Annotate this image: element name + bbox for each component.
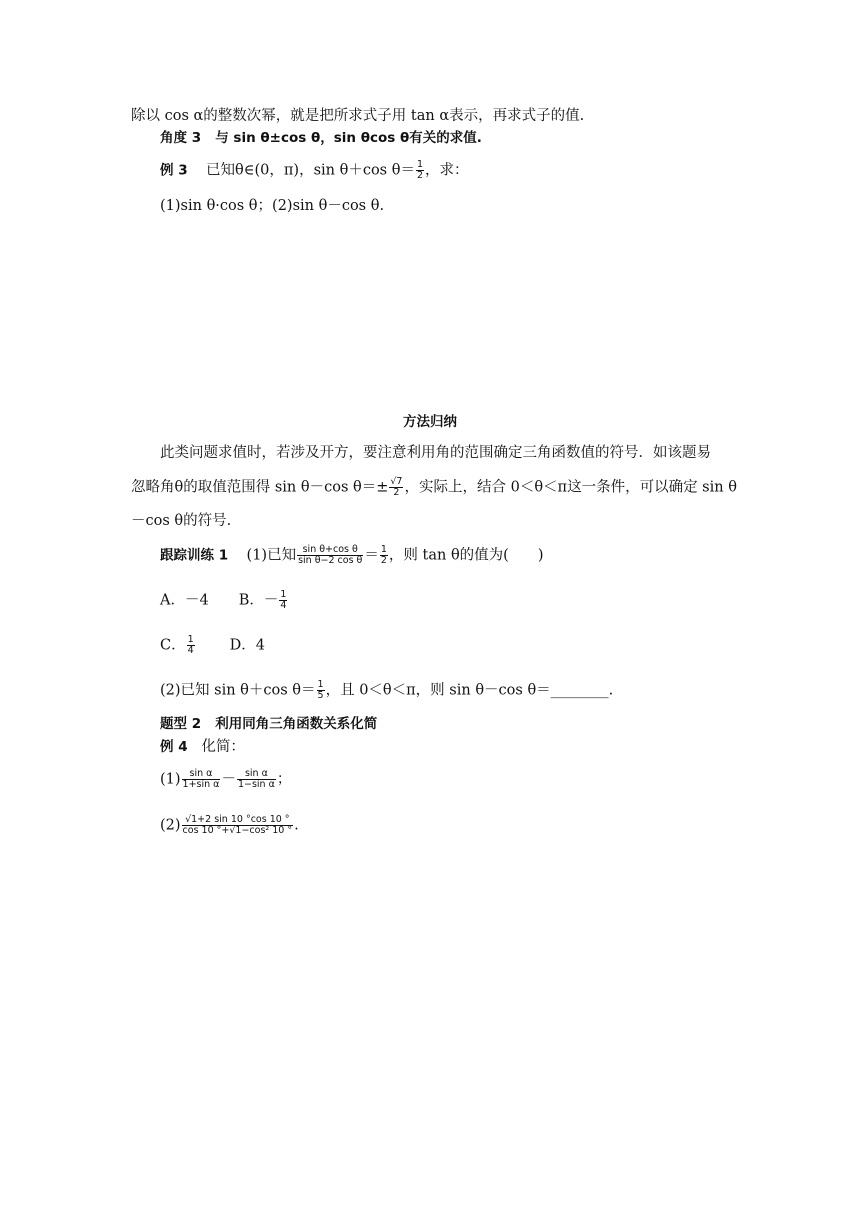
example-3-post: ，求： xyxy=(425,162,469,179)
q1-pre: (1)已知 xyxy=(246,547,297,564)
q2-fraction xyxy=(317,680,325,701)
example-4-text: 化简： xyxy=(201,739,245,755)
q1-fraction-2 xyxy=(380,545,388,566)
option-c-pre: C． xyxy=(160,637,186,654)
example-4-expression-1 xyxy=(160,769,291,790)
option-d: D．4 xyxy=(229,637,266,654)
angle-3-text: 与 sin θ±cos θ，sin θcos θ有关的求值. xyxy=(215,130,482,146)
option-a: A．－4 xyxy=(160,592,209,609)
e1-minus: － xyxy=(221,771,236,788)
example-4-label: 例 4 xyxy=(160,739,188,755)
fraction-denominator: cos 10 °+√1−cos² 10 ° xyxy=(182,825,293,836)
track-1-question-2 xyxy=(160,680,613,701)
e2-post: . xyxy=(294,817,299,834)
options-a-b xyxy=(160,590,288,611)
fraction-numerator: sin α xyxy=(182,769,221,780)
q1-mid: ＝ xyxy=(364,547,379,564)
options-c-d xyxy=(160,635,265,656)
fraction-denominator: 2 xyxy=(416,170,423,181)
method-line-2-post: ，实际上，结合 0＜θ＜π这一条件，可以确定 sin θ xyxy=(404,479,737,496)
method-line-3: －cos θ的符号. xyxy=(131,513,232,529)
paragraph-intro: 除以 cos α的整数次幂，就是把所求式子用 tan α表示，再求式子的值. xyxy=(131,108,585,124)
fraction-numerator: 1 xyxy=(317,679,324,690)
q1-fraction xyxy=(297,545,363,566)
fraction-denominator: 4 xyxy=(187,645,194,656)
type-2-heading xyxy=(160,714,377,734)
fraction-numerator: sin α xyxy=(237,769,276,780)
fraction-numerator: 1 xyxy=(380,544,387,555)
q2-pre: (2)已知 sin θ＋cos θ＝ xyxy=(160,682,316,699)
option-b-fraction xyxy=(279,590,287,611)
fraction-denominator: 1−sin α xyxy=(237,779,275,790)
option-b-pre: B．－ xyxy=(238,592,279,609)
fraction-numerator: √7 xyxy=(390,476,403,487)
fraction-denominator: 4 xyxy=(280,600,287,611)
example-3 xyxy=(160,160,469,181)
fraction-numerator: √1+2 sin 10 °cos 10 ° xyxy=(182,815,294,826)
e2-pre: (2) xyxy=(160,817,181,834)
fraction-numerator: 1 xyxy=(416,159,423,170)
e1-post: ； xyxy=(276,771,292,788)
e1-pre: (1) xyxy=(160,771,181,788)
angle-3-label: 角度 3 xyxy=(160,130,202,146)
fraction-numerator: sin θ+cos θ xyxy=(297,545,363,556)
q1-post: ，则 tan θ的值为( ) xyxy=(388,547,544,564)
method-fraction xyxy=(389,477,403,498)
fraction-denominator: 1+sin α xyxy=(182,779,220,790)
fraction-denominator: sin θ−2 cos θ xyxy=(298,555,363,566)
angle-3-heading xyxy=(160,128,482,148)
example-4 xyxy=(160,737,245,757)
type-2-label: 题型 2 xyxy=(160,716,202,732)
fraction-denominator: 2 xyxy=(380,555,387,566)
fraction-denominator: 2 xyxy=(393,487,400,498)
type-2-text: 利用同角三角函数关系化简 xyxy=(215,716,378,732)
fraction-numerator: 1 xyxy=(280,589,287,600)
example-3-fraction xyxy=(416,160,424,181)
example-4-expression-2 xyxy=(160,815,299,836)
fraction-denominator: 5 xyxy=(317,690,324,701)
track-1-label: 跟踪训练 1 xyxy=(160,547,229,564)
method-line-2-pre: 忽略角θ的取值范围得 sin θ－cos θ＝± xyxy=(131,479,389,496)
e1-fraction-2 xyxy=(237,769,276,790)
e2-fraction xyxy=(182,815,294,836)
example-3-parts: (1)sin θ·cos θ；(2)sin θ－cos θ. xyxy=(160,198,385,214)
method-line-1: 此类问题求值时，若涉及开方，要注意利用角的范围确定三角函数值的符号．如该题易 xyxy=(160,445,711,461)
method-title: 方法归纳 xyxy=(403,414,457,430)
option-c-fraction xyxy=(187,635,195,656)
example-3-label: 例 3 xyxy=(160,162,188,179)
example-3-pre: 已知θ∈(0，π)，sin θ＋cos θ＝ xyxy=(206,162,415,179)
fraction-numerator: 1 xyxy=(187,634,194,645)
e1-fraction-1 xyxy=(182,769,221,790)
method-line-2 xyxy=(131,477,737,498)
q2-post: ，且 0＜θ＜π，则 sin θ－cos θ＝________. xyxy=(325,682,614,699)
track-1-question-1 xyxy=(160,545,544,566)
